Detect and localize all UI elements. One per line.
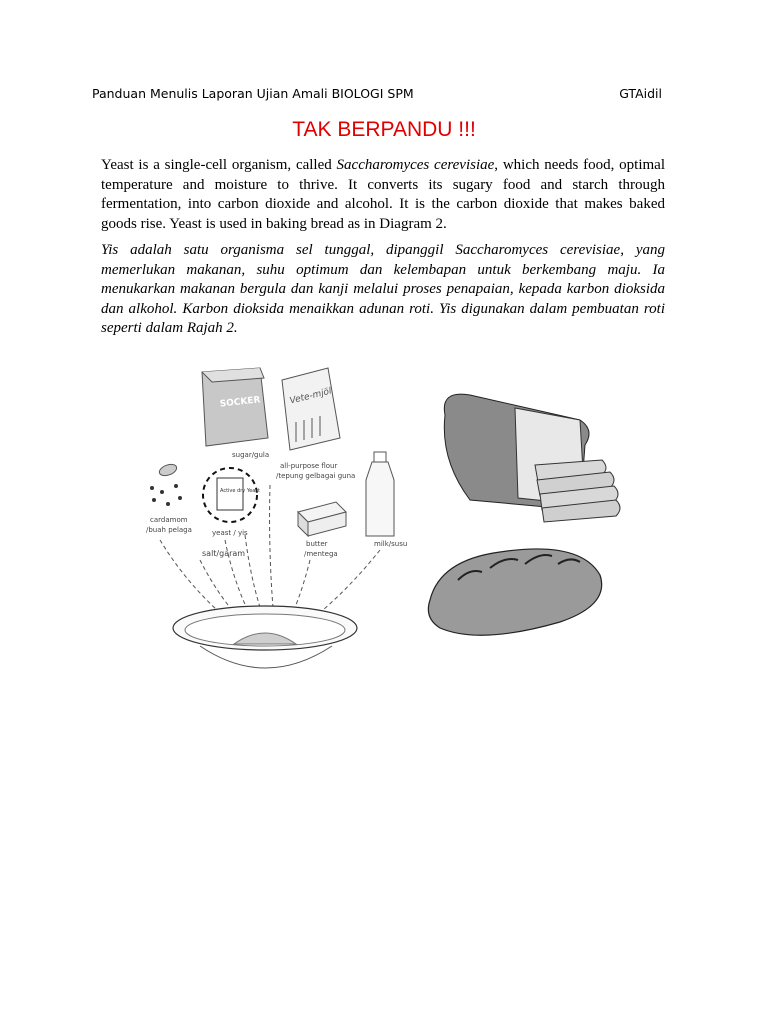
sugar-label: sugar/gula [232,451,270,459]
butter-label-line1: butter [306,540,328,548]
flour-label-line1: all-purpose flour [280,462,338,470]
flour-bag-text: Vete-mjöl [288,386,333,407]
bread-diagram [140,360,630,690]
cardamom-label-line2: /buah pelaga [146,526,192,534]
yeast-label: yeast / yis [212,529,248,537]
butter-illustration [298,502,346,536]
header-author: GTAidil [619,86,662,101]
salt-label: salt/garam [202,549,246,558]
bread-diagram-svg [140,360,630,690]
page-header [92,86,662,106]
page-title: TAK BERPANDU !!! [292,118,476,141]
cardamom-illustration [150,462,182,506]
sugar-bag-illustration [202,368,268,446]
paragraph-english-part2: , which needs food, optimal temperature and moisture to thrive. It converts its sugary food and starch through fermentation, into carbon dioxide and alcohol. It is the carbon dioxide that makes baked goods rise. Yeast is used in baking bread as in Diagram 2. [101,157,666,232]
species-name: Saccharomyces cerevisiae [336,157,495,173]
flour-label-line2: /tepung gelbagai guna [276,472,356,480]
sliced-loaf-illustration [444,394,620,522]
paragraph-english-part1: Yeast is a single-cell organism, called [101,157,337,173]
paragraph-malay: Yis adalah satu organisma sel tunggal, dipanggil Saccharomyces cerevisiae, yang memerlukan makanan, suhu optimum dan kelembapan untuk berkembang maju. Ia menukarkan makanan bergula dan kanji melalui proses penapaian, kepada karbon dioksida dan alkohol. Karbon dioksida menaikkan adunan roti. Yis digunakan dalam pembuatan roti seperti dalam Rajah 2. [101,242,665,336]
sugar-bag-text: SOCKER [219,395,261,410]
cardamom-label-line1: cardamom [150,516,188,524]
butter-label-line2: /mentega [304,550,338,558]
header-title: Panduan Menulis Laporan Ujian Amali BIOLOGI SPM [92,86,414,101]
milk-bottle-illustration [366,452,394,536]
flour-bag-illustration [282,368,340,450]
mixing-bowl-illustration [173,606,357,668]
baguette-illustration [428,549,601,635]
yeast-packet-text: Active dry Yeast [220,488,260,494]
yeast-packet-illustration [203,468,260,522]
milk-label: milk/susu [374,540,408,548]
paragraph-english [101,156,665,234]
